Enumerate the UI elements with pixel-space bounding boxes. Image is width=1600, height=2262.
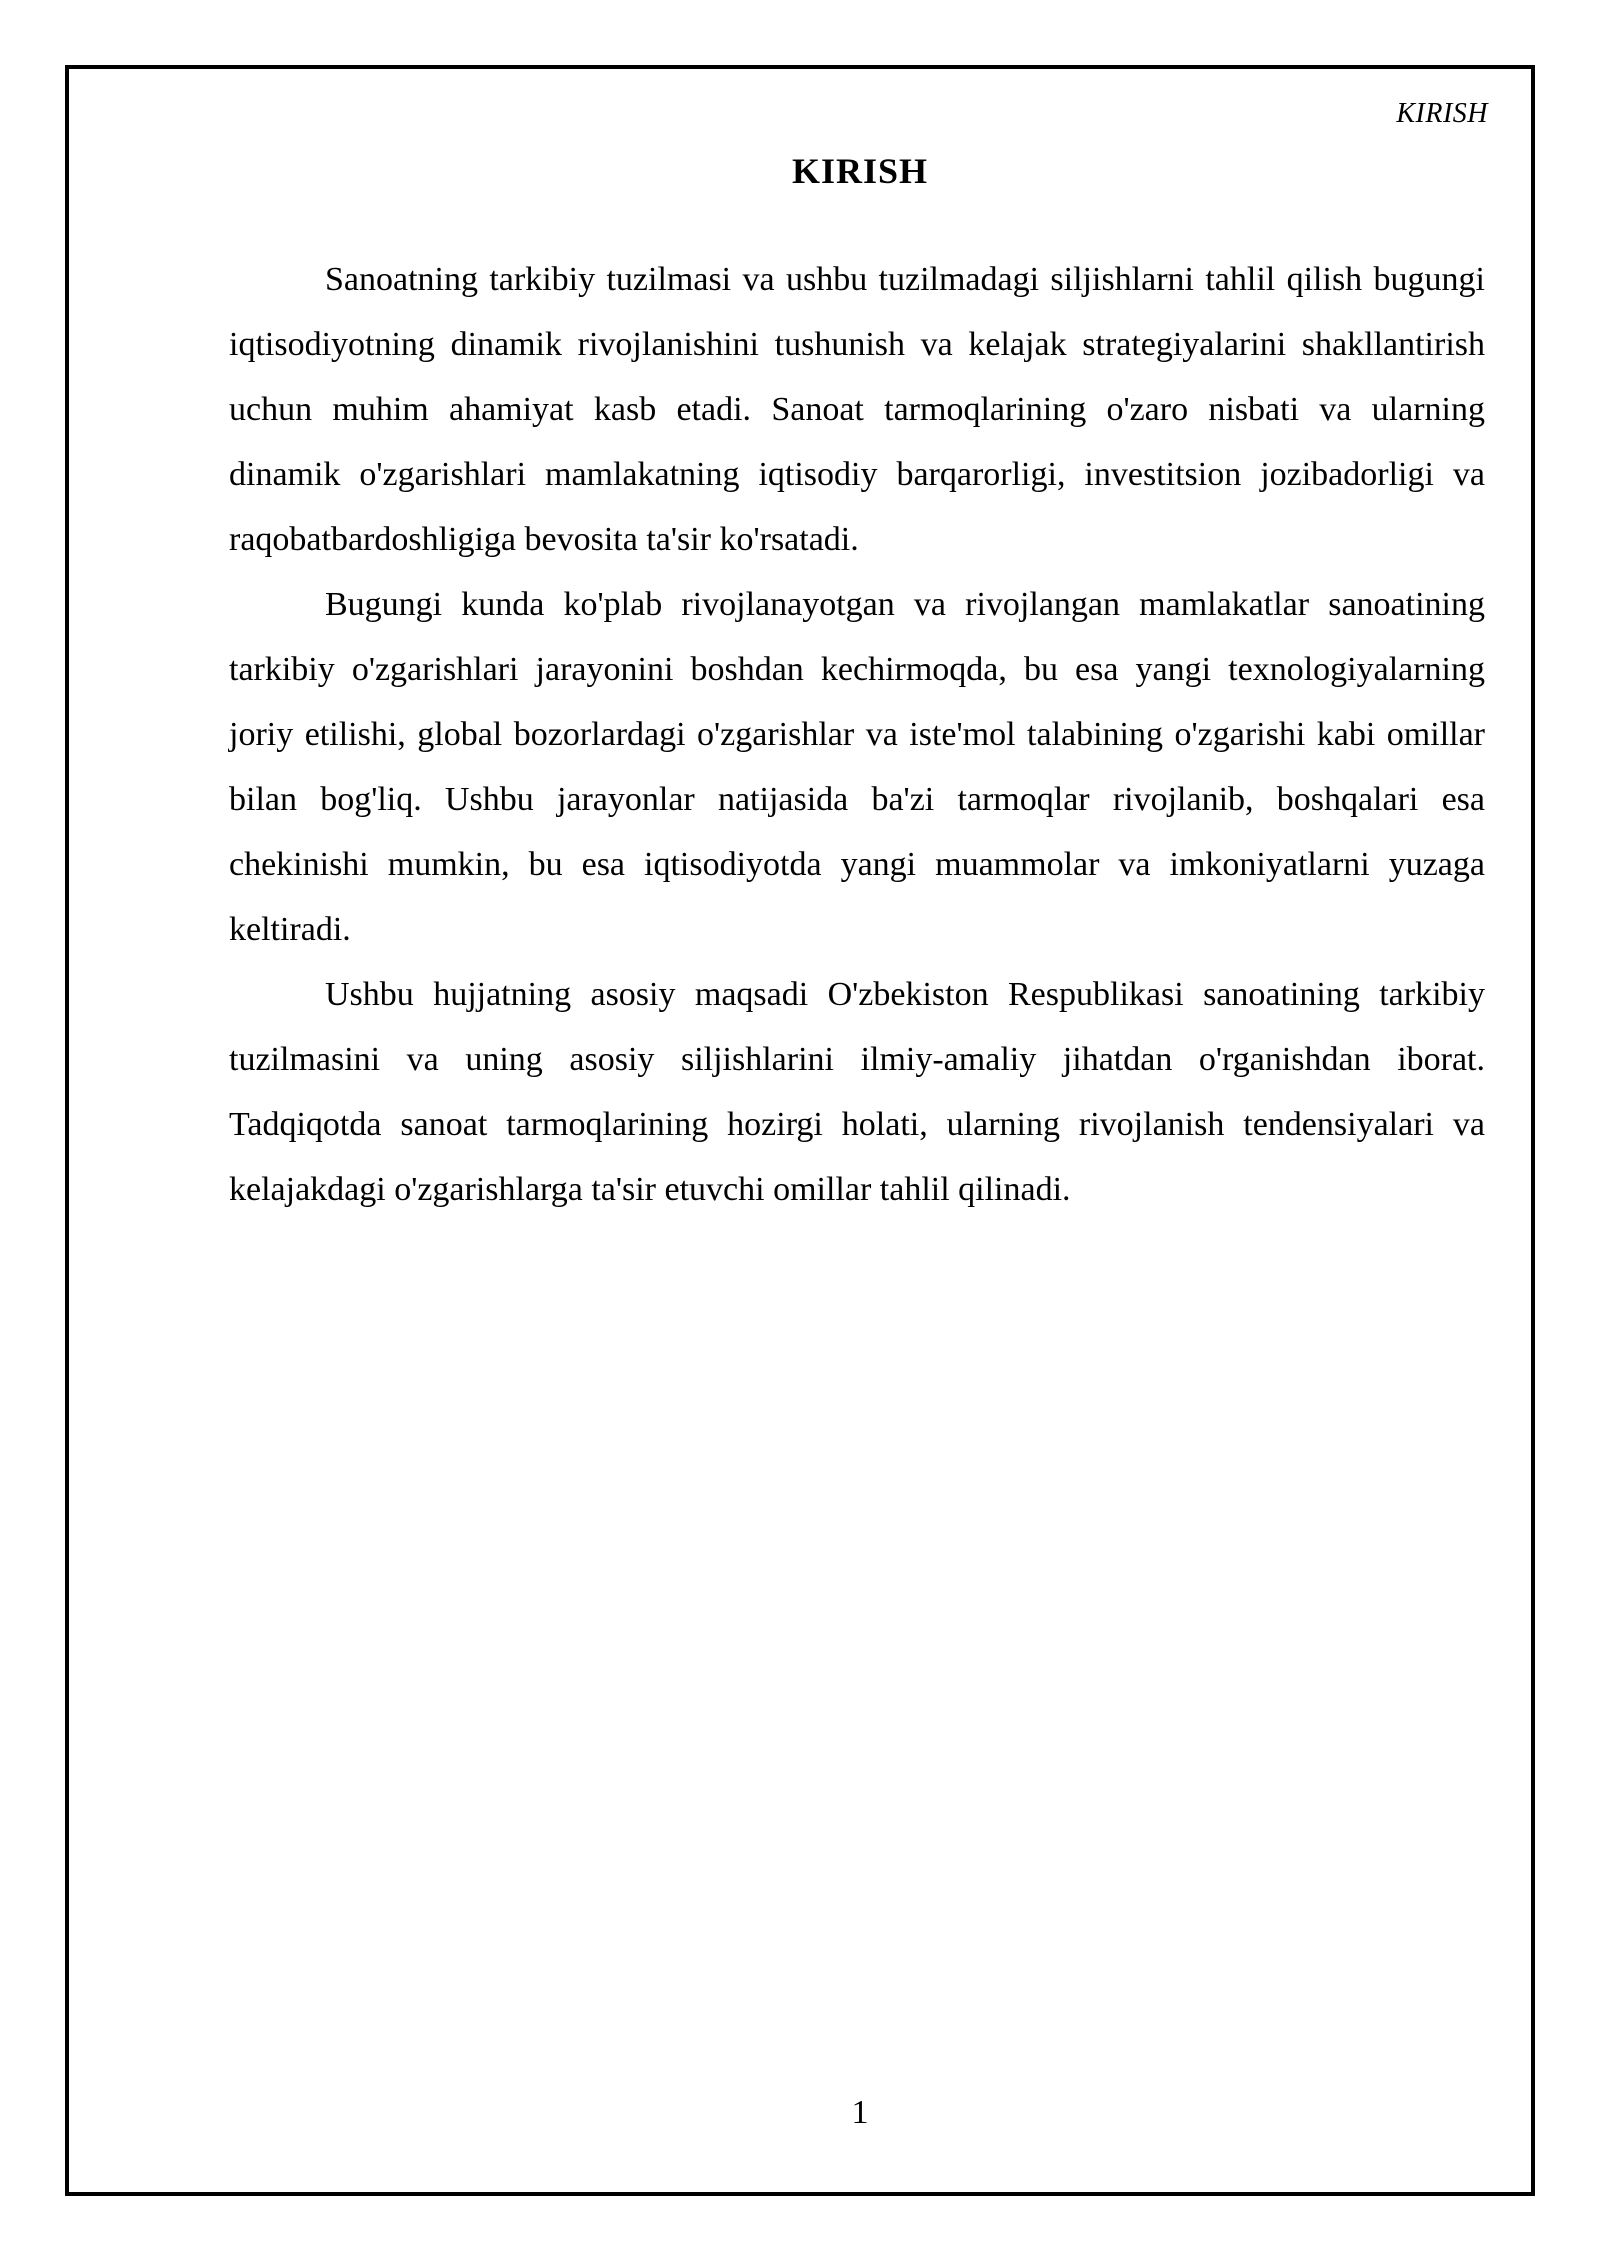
page-number: 1 — [851, 2094, 869, 2131]
page-title: KIRISH — [791, 151, 929, 191]
paragraph-3: Ushbu hujjatning asosiy maqsadi O'zbekiston Respublikasi sanoatining tarkibiy tuzilmasini va uning asosiy siljishlarini ilmiy-amaliy jihatdan o'rganishdan iborat. Tadqiqotda sanoat tarmoqlarining hozirgi holati, ularning rivojlanish tendensiyalari va kelajakdagi o'zgarishlarga ta'sir etuvchi omillar tahlil qilinadi. — [229, 976, 1485, 1208]
paragraph-1: Sanoatning tarkibiy tuzilmasi va ushbu tuzilmadagi siljishlarni tahlil qilish bugungi iqtisodiyotning dinamik rivojlanishini tushunish va kelajak strategiyalarini shakllantirish uchun muhim ahamiyat kasb etadi. Sanoat tarmoqlarining o'zaro nisbati va ularning dinamik o'zgarishlari mamlakatning iqtisodiy barqarorligi, investitsion jozibadorligi va raqobatbardoshligiga bevosita ta'sir ko'rsatadi. — [229, 261, 1485, 558]
running-header: KIRISH — [1396, 98, 1488, 129]
document-body — [229, 247, 1485, 1222]
paragraph-2: Bugungi kunda ko'plab rivojlanayotgan va rivojlangan mamlakatlar sanoatining tarkibiy o'zgarishlari jarayonini boshdan kechirmoqda, bu esa yangi texnologiyalarning joriy etilishi, global bozorlardagi o'zgarishlar va iste'mol talabining o'zgarishi kabi omillar bilan bog'liq. Ushbu jarayonlar natijasida ba'zi tarmoqlar rivojlanib, boshqalari esa chekinishi mumkin, bu esa iqtisodiyotda yangi muammolar va imkoniyatlarni yuzaga keltiradi. — [229, 586, 1485, 948]
